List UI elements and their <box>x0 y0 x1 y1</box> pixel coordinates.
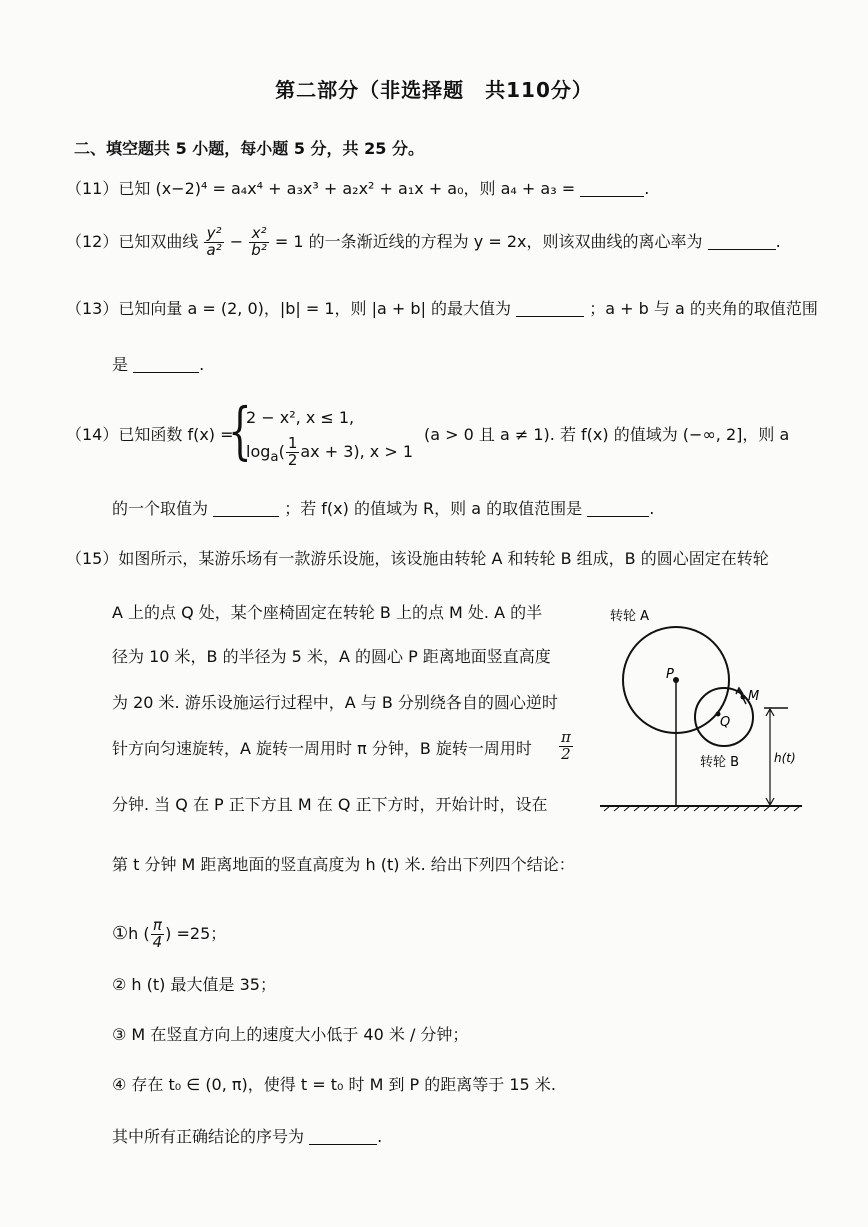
question-number: （13） <box>66 299 119 318</box>
label-q: Q <box>720 715 731 730</box>
fraction: $\frac{\text{x²}}{\text{b²}}$ <box>251 224 267 259</box>
question-text: (a > 0 且 a ≠ 1). 若 f(x) 的值域为 (−∞, 2]，则 a <box>424 425 790 444</box>
question-14 <box>66 422 234 445</box>
question-14-line2: 的一个取值为 ；若 f(x) 的值域为 R，则 a 的取值范围是 . <box>112 499 655 518</box>
answer-blank[interactable] <box>587 516 649 517</box>
answer-blank[interactable] <box>133 372 199 373</box>
brace: { <box>228 394 252 467</box>
answer-blank[interactable] <box>708 249 776 250</box>
label-p: P <box>666 667 674 682</box>
fraction: $\frac{\pi}{4}$ <box>152 916 163 951</box>
question-13-line2: 是 . <box>112 355 205 374</box>
conclusion-2: ② h (t) 最大值是 35； <box>112 975 276 994</box>
conclusion-1: ①h ( $\frac{\pi}{4}$ ) =25； <box>112 916 227 951</box>
q15-line: 第 t 分钟 M 距离地面的竖直高度为 h (t) 米. 给出下列四个结论： <box>112 855 575 874</box>
label-wheel-a: 转轮 A <box>610 609 650 624</box>
q15-line: 针方向匀速旋转，A 旋转一周用时 π 分钟，B 旋转一周用时 <box>112 739 532 758</box>
question-12: （12）已知双曲线 $\frac{\text{y²}}{\text{a²}}$ − $\frac{\text{x²}}{\text{b²}}$ = 1 的一条渐近线的方程为 y = 2x，则该双曲线的离心率为 . <box>66 224 781 259</box>
conclusion-3: ③ M 在竖直方向上的速度大小低于 40 米 / 分钟； <box>112 1025 469 1044</box>
section-header: 二、填空题共 5 小题，每小题 5 分，共 25 分。 <box>74 139 424 158</box>
piece-2: $\log_a$( $\frac{1}{2}$ ax + 3), x > 1 <box>246 434 414 469</box>
question-number: （12） <box>66 231 119 251</box>
answer-blank[interactable] <box>516 316 584 317</box>
fraction: $\frac{1}{2}$ <box>287 434 298 469</box>
answer-blank[interactable] <box>213 516 279 517</box>
question-number: （11） <box>66 179 119 198</box>
label-height: h(t) <box>774 751 796 765</box>
question-number: （14） <box>66 425 119 444</box>
point-p <box>673 677 679 683</box>
q15-line: 为 20 米. 游乐设施运行过程中，A 与 B 分别绕各自的圆心逆时 <box>112 693 558 712</box>
question-text: ；a + b 与 a 的夹角的取值范围 <box>589 299 818 318</box>
ferris-wheel-figure <box>596 598 806 818</box>
fraction: $\frac{\pi}{2}$ <box>561 728 571 763</box>
label-m: M <box>748 689 760 704</box>
question-text: = 1 的一条渐近线的方程为 y = 2x，则该双曲线的离心率为 <box>274 231 703 251</box>
question-text: 已知函数 f(x) = <box>118 425 234 444</box>
question-text: 已知双曲线 <box>118 231 199 251</box>
question-text: 如图所示，某游乐场有一款游乐设施，该设施由转轮 A 和转轮 B 组成，B 的圆心固定在转轮 <box>118 549 769 568</box>
question-11: （11）已知 (x−2)⁴ = a₄x⁴ + a₃x³ + a₂x² + a₁x + a₀，则 a₄ + a₃ = . <box>66 179 650 198</box>
question-text: 已知 (x−2)⁴ = a₄x⁴ + a₃x³ + a₂x² + a₁x + a₀，则 a₄ + a₃ = <box>118 179 576 198</box>
conclusion-4: ④ 存在 t₀ ∈ (0, π)，使得 t = t₀ 时 M 到 P 的距离等于 15 米. <box>112 1075 556 1094</box>
q15-line: A 上的点 Q 处，某个座椅固定在转轮 B 上的点 M 处. A 的半 <box>112 603 543 622</box>
final-question: 其中所有正确结论的序号为 . <box>112 1127 383 1146</box>
fraction: $\frac{\text{y²}}{\text{a²}}$ <box>206 224 222 259</box>
q15-line: 径为 10 米，B 的半径为 5 米，A 的圆心 P 距离地面竖直高度 <box>112 647 551 666</box>
answer-blank[interactable] <box>309 1144 377 1145</box>
answer-blank[interactable] <box>580 196 644 197</box>
label-wheel-b: 转轮 B <box>700 755 740 770</box>
question-13 <box>66 296 818 319</box>
question-text: 已知向量 a = (2, 0)，|b| = 1，则 |a + b| 的最大值为 <box>118 299 512 318</box>
question-15 <box>66 546 769 569</box>
question-number: （15） <box>66 549 119 568</box>
piece-1: 2 − x², x ≤ 1, <box>246 408 355 427</box>
q15-line: 分钟. 当 Q 在 P 正下方且 M 在 Q 正下方时，开始计时，设在 <box>112 795 548 814</box>
page-title: 第二部分（非选择题 共110分） <box>275 78 593 102</box>
